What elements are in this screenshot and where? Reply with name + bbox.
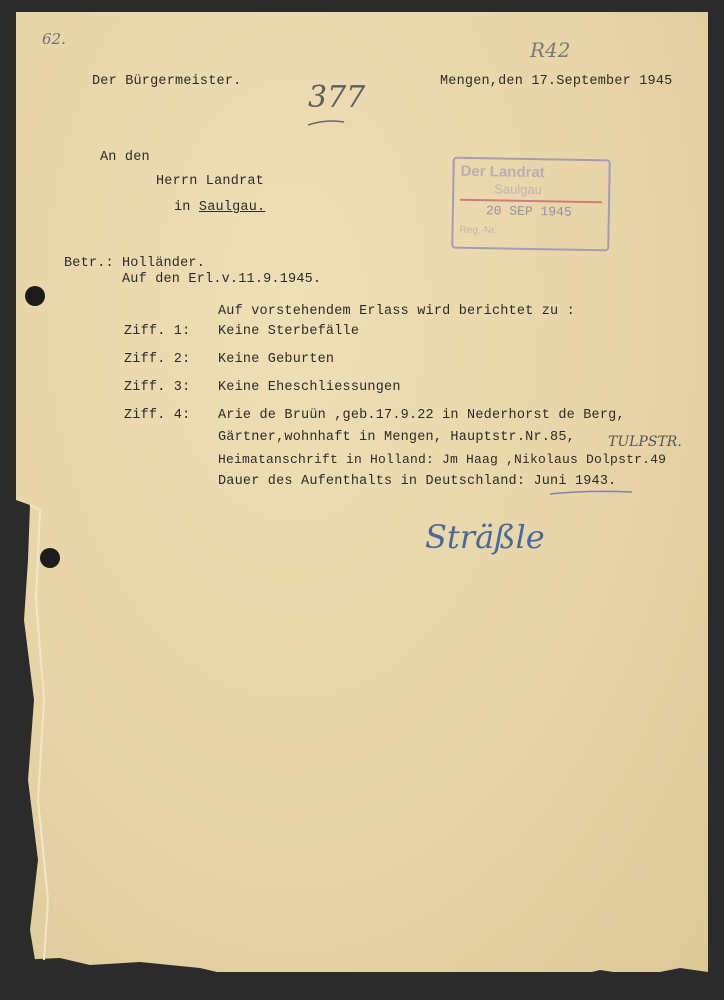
recipient-line1: An den bbox=[100, 150, 150, 165]
recipient-line3 bbox=[174, 200, 265, 215]
signature-text: Sträßle bbox=[425, 518, 545, 556]
recipient-prefix: in bbox=[174, 200, 199, 215]
item-label-1: Ziff. 1: bbox=[124, 324, 191, 339]
subject-title: Holländer. bbox=[122, 256, 206, 271]
item-text-3: Keine Eheschliessungen bbox=[218, 380, 401, 395]
file-number: 377 bbox=[308, 80, 366, 115]
corner-number: 62. bbox=[42, 30, 66, 48]
recipient-place: Saulgau. bbox=[198, 200, 266, 215]
sender: Der Bürgermeister. bbox=[92, 74, 242, 89]
stay-value: Juni 1943 bbox=[533, 474, 609, 489]
stay-suffix: . bbox=[608, 474, 617, 489]
item-text-4: Arie de Bruün ,geb.17.9.22 in Nederhorst de Berg, bbox=[218, 408, 625, 423]
punch-hole-top bbox=[25, 286, 45, 306]
stamp-line2: Saulgau bbox=[494, 181, 543, 198]
item-label-3: Ziff. 3: bbox=[124, 380, 191, 395]
stamp-red-line bbox=[460, 199, 602, 203]
stamp-line4: Reg.-Nr. bbox=[459, 224, 497, 237]
recipient-line2: Herrn Landrat bbox=[156, 174, 264, 189]
stay-underline bbox=[548, 488, 634, 498]
handwritten-street: TULPSTR. bbox=[608, 434, 682, 450]
subject-label: Betr.: bbox=[64, 256, 114, 271]
stay-prefix: Dauer des Aufenthalts in Deutschland: bbox=[218, 474, 534, 489]
item-text-1: Keine Sterbefälle bbox=[218, 324, 360, 339]
stay-duration bbox=[218, 474, 616, 489]
item-text-2: Keine Geburten bbox=[218, 352, 335, 367]
subject-reference: Auf den Erl.v.11.9.1945. bbox=[122, 272, 322, 287]
place-date: Mengen,den 17.September 1945 bbox=[440, 74, 673, 89]
item-label-4: Ziff. 4: bbox=[124, 408, 191, 423]
file-number-underline bbox=[306, 118, 346, 128]
received-stamp bbox=[451, 157, 611, 252]
item-label-2: Ziff. 2: bbox=[124, 352, 191, 367]
punch-hole-bottom bbox=[40, 548, 60, 568]
stamp-line1: Der Landrat bbox=[460, 162, 545, 182]
item4-cont-2: Heimatanschrift in Holland: Jm Haag ,Nikolaus Dolpstr.49 bbox=[218, 452, 667, 467]
stamp-date: 20 SEP 1945 bbox=[485, 203, 572, 220]
reference-code: R42 bbox=[530, 38, 571, 62]
signature bbox=[425, 518, 545, 556]
item4-cont-1: Gärtner,wohnhaft in Mengen, Hauptstr.Nr.85, bbox=[218, 430, 575, 445]
body-intro: Auf vorstehendem Erlass wird berichtet zu : bbox=[218, 304, 575, 319]
